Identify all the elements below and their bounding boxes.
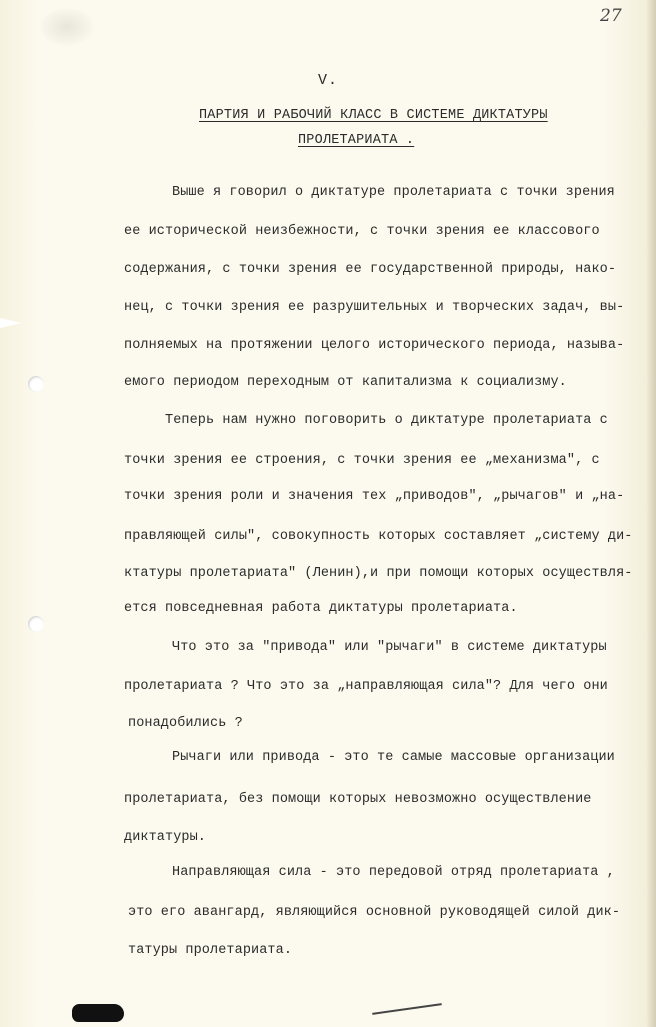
body-line: пролетариата, без помощи которых невозможно осуществление bbox=[124, 792, 592, 807]
body-line: нец, с точки зрения ее разрушительных и творческих задач, вы- bbox=[124, 300, 625, 315]
chapter-title-line: ПРОЛЕТАРИАТА . bbox=[298, 133, 415, 148]
page-edge-shadow bbox=[646, 0, 656, 1027]
body-line: это его авангард, являющийся основной руководящей силой дик- bbox=[128, 905, 621, 920]
body-line: содержания, с точки зрения ее государственной природы, нако- bbox=[124, 262, 617, 277]
body-line: диктатуры. bbox=[124, 830, 207, 845]
punch-hole bbox=[28, 376, 44, 392]
ink-scribble bbox=[372, 1003, 442, 1015]
body-line: Теперь нам нужно поговорить о диктатуре пролетариата с bbox=[165, 413, 608, 428]
paper-tear bbox=[0, 318, 22, 328]
body-line: татуры пролетариата. bbox=[128, 943, 293, 958]
redaction-blot bbox=[72, 1004, 124, 1022]
body-line: точки зрения роли и значения тех „приводов", „рычагов" и „на- bbox=[124, 489, 625, 504]
body-line: точки зрения ее строения, с точки зрения ее „механизма", с bbox=[124, 453, 600, 468]
body-line: правляющей силы", совокупность которых составляет „систему ди- bbox=[124, 529, 633, 544]
body-line: ее исторической неизбежности, с точки зрения ее классового bbox=[124, 224, 600, 239]
body-line: понадобились ? bbox=[128, 716, 243, 731]
chapter-title-line: ПАРТИЯ И РАБОЧИЙ КЛАСС В СИСТЕМЕ ДИКТАТУРЫ bbox=[199, 108, 548, 123]
body-line: ется повседневная работа диктатуры пролетариата. bbox=[124, 601, 518, 616]
body-line: пролетариата ? Что это за „направляющая сила"? Для чего они bbox=[124, 679, 608, 694]
body-line: Что это за "привода" или "рычаги" в системе диктатуры bbox=[172, 640, 607, 655]
body-line: Выше я говорил о диктатуре пролетариата с точки зрения bbox=[172, 185, 615, 200]
body-line: Рычаги или привода - это те самые массовые организации bbox=[172, 750, 615, 765]
folio-number: 27 bbox=[600, 6, 622, 26]
body-line: полняемых на протяжении целого исторического периода, называ- bbox=[124, 338, 625, 353]
chapter-number: V. bbox=[317, 72, 338, 89]
body-line: Направляющая сила - это передовой отряд пролетариата , bbox=[172, 865, 615, 880]
embossed-seal bbox=[40, 8, 94, 46]
body-line: емого периодом переходным от капитализма к социализму. bbox=[124, 375, 567, 390]
punch-hole bbox=[28, 616, 44, 632]
body-line: ктатуры пролетариата" (Ленин),и при помощи которых осуществля- bbox=[124, 566, 633, 581]
